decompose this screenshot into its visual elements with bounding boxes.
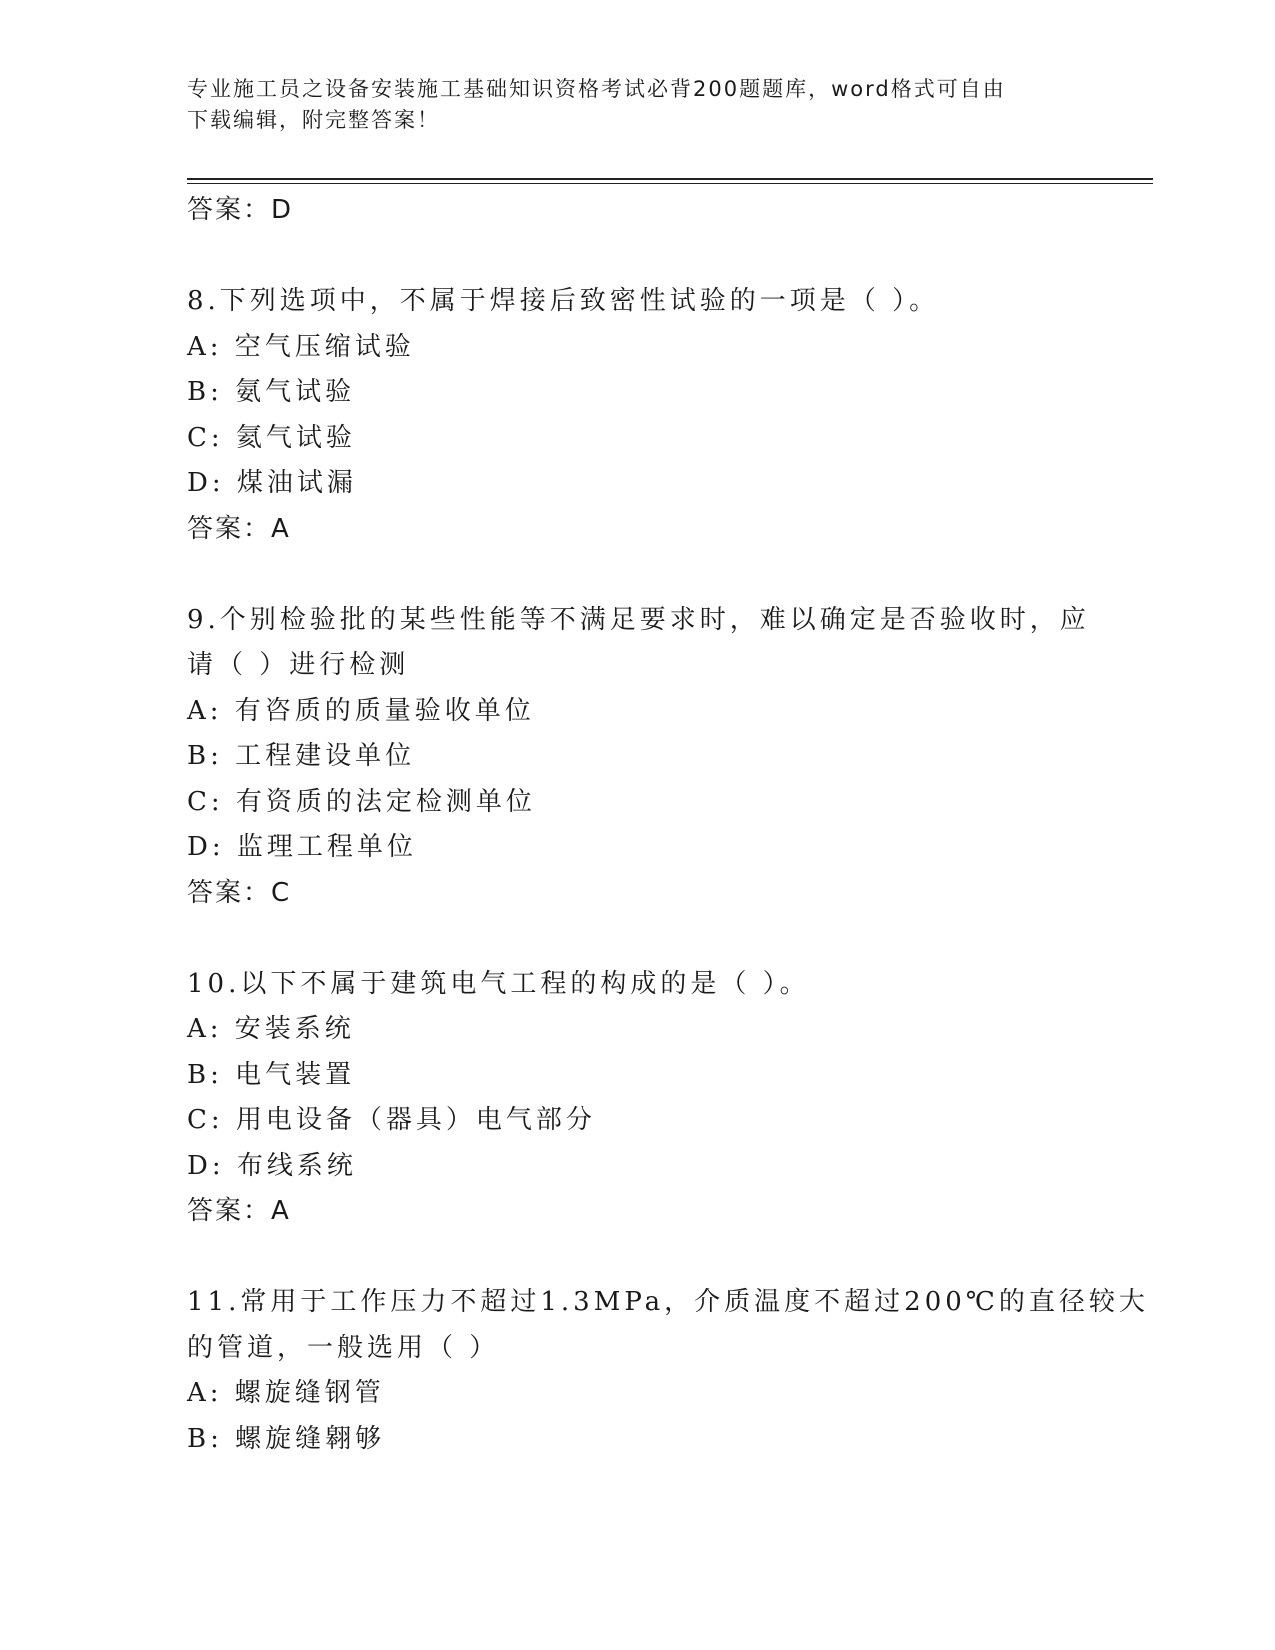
option-b: B: 螺旋缝翱够 [187,1423,386,1454]
document-header [187,74,1067,136]
spacer [187,916,1147,962]
spacer [187,552,1147,598]
question-block [187,598,1147,917]
question-block [187,1280,1147,1462]
option-b: B: 工程建设单位 [187,741,416,771]
spacer [187,234,1147,280]
header-line-1: 专业施工员之设备安装施工基础知识资格考试必背200题题库，word格式可自由 [187,77,1006,101]
question-text: 11.常用于工作压力不超过1.3MPa，介质温度不超过200℃的直径较大 [187,1287,1149,1317]
option-b: B: 氨气试验 [187,377,356,407]
question-text: 8.下列选项中，不属于焊接后致密性试验的一项是（ ）。 [187,286,940,316]
header-line-2: 下载编辑，附完整答案！ [187,108,440,132]
question-text: 9.个别检验批的某些性能等不满足要求时，难以确定是否验收时，应 [187,604,1090,635]
answer-text: 答案：A [187,1196,291,1226]
question-list [187,188,1147,1462]
option-a: A: 螺旋缝钢管 [187,1378,385,1408]
option-c: C: 用电设备（器具）电气部分 [187,1105,596,1135]
option-a: A: 有咨质的质量验收单位 [187,695,535,726]
question-block [187,279,1147,552]
header-divider-thin [187,183,1153,184]
answer-text: 答案：A [187,513,291,544]
spacer [187,1235,1147,1281]
question-text: 10.以下不属于建筑电气工程的构成的是（ ）。 [187,968,810,999]
option-d: D: 监理工程单位 [187,832,417,862]
option-a: A: 安装系统 [187,1014,355,1044]
option-a: A: 空气压缩试验 [187,331,415,362]
answer-text: 答案：C [187,877,292,908]
previous-answer: 答案：D [187,195,294,225]
option-c: C: 有资质的法定检测单位 [187,786,536,817]
option-d: D: 煤油试漏 [187,468,357,498]
option-c: C: 氦气试验 [187,422,356,453]
option-d: D: 布线系统 [187,1150,357,1181]
question-text-continued: 请（ ）进行检测 [187,650,410,680]
question-text-continued: 的管道，一般选用（ ） [187,1332,500,1363]
header-divider-thick [187,178,1153,180]
option-b: B: 电气装置 [187,1059,356,1090]
question-block [187,962,1147,1235]
